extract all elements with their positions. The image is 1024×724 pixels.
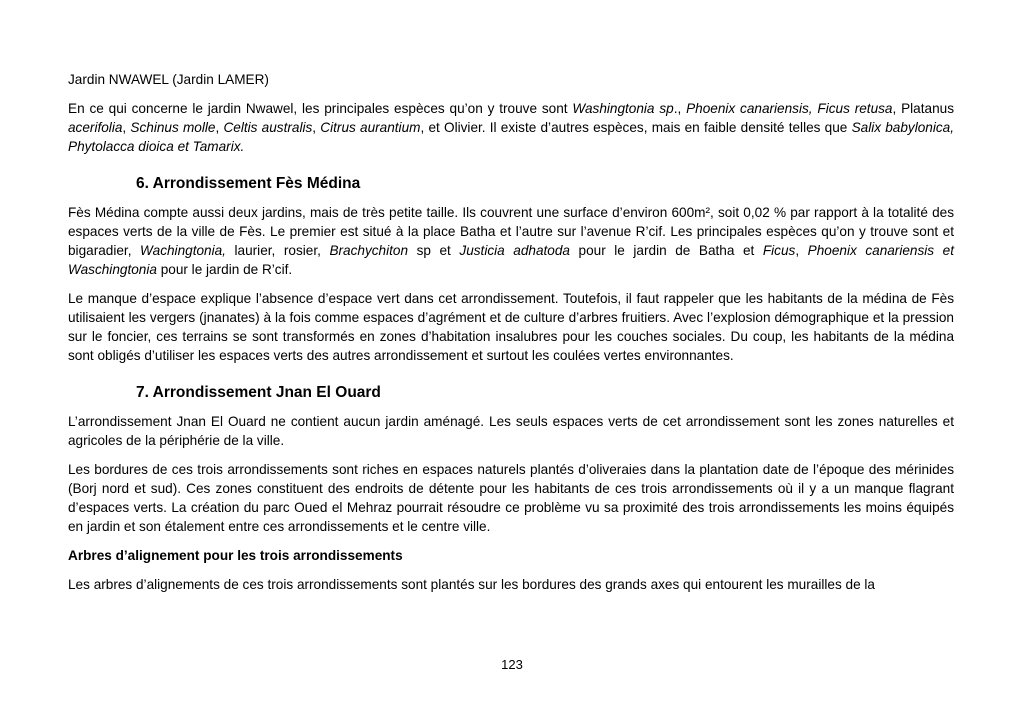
paragraph-jnan-el-ouard: L’arrondissement Jnan El Ouard ne contient aucun jardin aménagé. Les seuls espaces verts de cet arrondissement sont les zones naturelles et agricoles de la périphérie de la ville.: [68, 414, 954, 448]
heading-jnan-el-ouard: 7. Arrondissement Jnan El Ouard: [136, 384, 381, 401]
italic-text-run: Phoenix canariensis, Ficus retusa: [686, 101, 893, 116]
text-run: .,: [673, 101, 687, 116]
document-page: [68, 70, 954, 604]
page-number: 123: [501, 657, 523, 672]
heading-fes-medina: 6. Arrondissement Fès Médina: [136, 175, 361, 192]
italic-text-run: Wachingtonia,: [140, 243, 226, 258]
italic-text-run: Celtis australis: [223, 120, 313, 135]
italic-text-run: Justicia adhatoda: [459, 243, 570, 258]
subheading-alignment-trees: Arbres d’alignement pour les trois arrondissements: [68, 548, 403, 563]
italic-text-run: acerifolia: [68, 120, 123, 135]
italic-text-run: Phoenix canariensis et Waschingtonia: [68, 243, 954, 277]
text-run: laurier, rosier,: [225, 243, 330, 258]
italic-text-run: Citrus aurantium: [320, 120, 421, 135]
italic-text-run: Schinus molle: [130, 120, 216, 135]
paragraph-borders: Les bordures de ces trois arrondissements sont riches en espaces naturels plantés d’oliveraies dans la plantation date de l’époque des mérinides (Borj nord et sud). Ces zones constituent des endroits de détente pour les habitants de ces trois arrondissements où il y a un manque flagrant d’espaces verts. La création du parc Oued el Mehraz pourrait résoudre ce problème vu sa proximité des trois arrondissements les moins équipés en jardin et son étalement entre ces arrondissements et le centre ville.: [68, 462, 954, 534]
text-run: ,: [215, 120, 224, 135]
text-run: En ce qui concerne le jardin Nwawel, les principales espèces qu’on y trouve sont: [68, 101, 573, 116]
text-run: , et Olivier. Il existe d’autres espèces, mais en faible densité telles que: [420, 120, 852, 135]
text-run: ,: [122, 120, 131, 135]
paragraph-fes-medina-space: Le manque d’espace explique l’absence d’espace vert dans cet arrondissement. Toutefois, il faut rappeler que les habitants de la médina de Fès utilisaient les vergers (jnanates) à la fois comme espaces d’agrément et de culture d’arbres fruitiers. Avec l’explosion démographique et la pression sur le foncier, ces terrains se sont transformés en zones d’habitation insalubres pour les couches sociales. Du coup, les habitants de la médina sont obligés d’utiliser les espaces verts des autres arrondissement et surtout les coulées vertes environnantes.: [68, 291, 954, 363]
paragraph-alignment-trees: Les arbres d’alignements de ces trois arrondissements sont plantés sur les bordures des grands axes qui entourent les murailles de la: [68, 577, 875, 592]
italic-text-run: Brachychiton: [329, 243, 409, 258]
paragraph-fes-medina-gardens: [68, 203, 954, 279]
text-run: ,: [795, 243, 808, 258]
section-title-jardin-nwawel: Jardin NWAWEL (Jardin LAMER): [68, 72, 269, 87]
paragraph-jardin-nwawel: [68, 99, 954, 156]
text-run: sp et: [408, 243, 460, 258]
text-run: ,: [312, 120, 321, 135]
text-run: Fès Médina compte aussi deux jardins, mais de très petite taille. Ils couvrent une surface d’environ 600m², soit 0,02 % par rapport à la totalité des espaces verts de la ville de Fès. Le premier est situé à la place Batha et l’autre sur l’avenue R’cif. Les principales espèces qu’on y trouve sont et bigaradier,: [68, 205, 954, 258]
italic-text-run: Ficus: [762, 243, 796, 258]
italic-text-run: Salix babylonica, Phytolacca dioica et Tamarix.: [68, 120, 955, 154]
text-run: pour le jardin de R’cif.: [156, 262, 293, 277]
italic-text-run: Washingtonia sp: [572, 101, 674, 116]
text-run: pour le jardin de Batha et: [569, 243, 763, 258]
text-run: , Platanus: [892, 101, 954, 116]
